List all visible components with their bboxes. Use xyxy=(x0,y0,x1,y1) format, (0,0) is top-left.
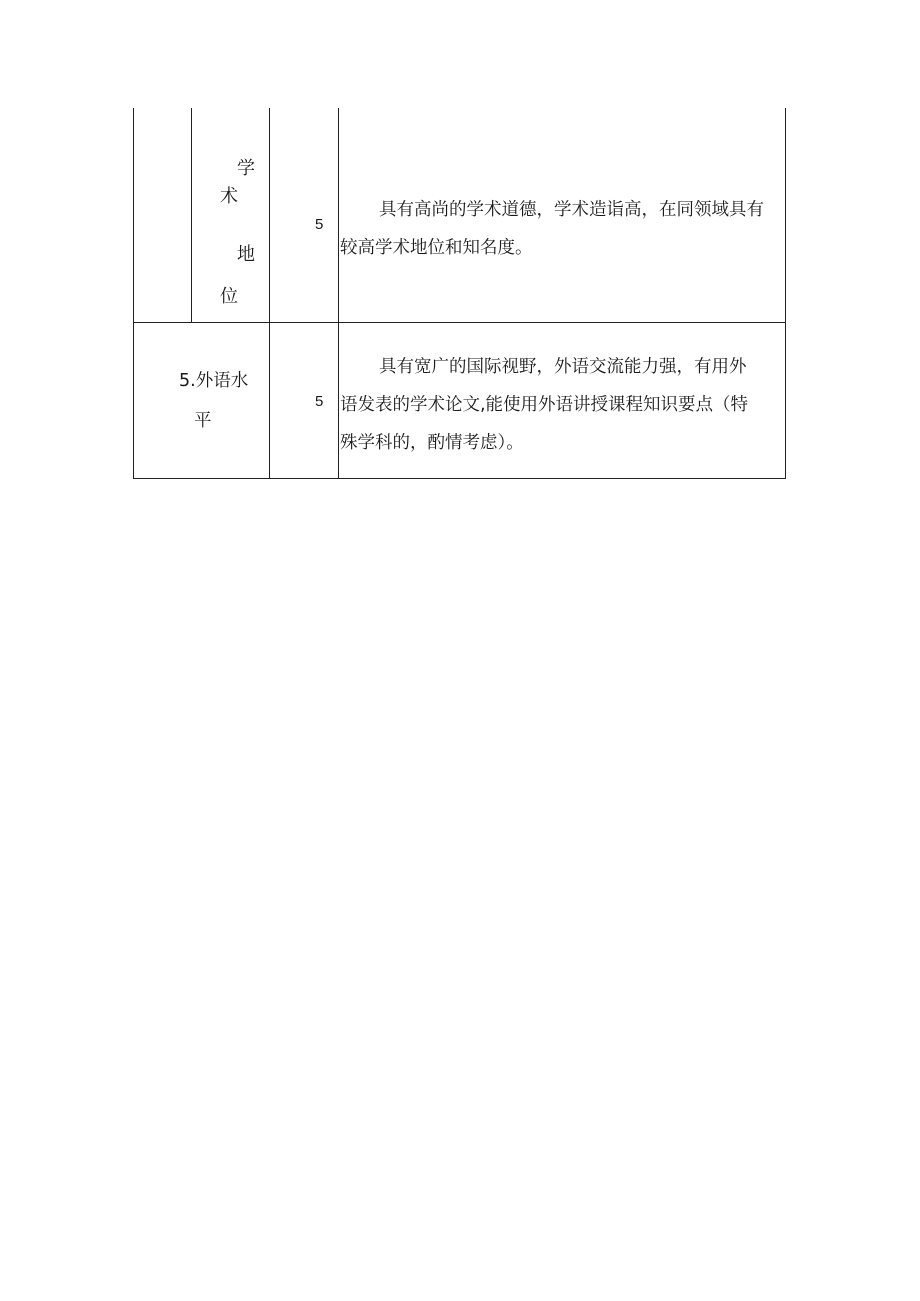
table-vline-left xyxy=(133,108,134,479)
score-value: 5 xyxy=(315,216,324,233)
sub-label-char: 地 xyxy=(237,244,255,265)
row-label-line: 平 xyxy=(194,411,212,431)
table-vline-score-end xyxy=(338,108,339,479)
description-line: 具有宽广的国际视野，外语交流能力强，有用外 xyxy=(379,357,747,377)
description-line: 语发表的学术论文,能使用外语讲授课程知识要点（特 xyxy=(340,395,749,415)
row-label-line: 5.外语水 xyxy=(179,371,249,391)
sub-label-char: 学 xyxy=(237,158,255,179)
table-vline-label-end xyxy=(269,108,270,479)
table-vline-sub xyxy=(191,108,192,322)
table-hline-row-divider xyxy=(133,322,786,323)
sub-label-char: 术 xyxy=(220,186,238,207)
sub-label-char: 位 xyxy=(220,286,238,307)
description-line: 较高学术地位和知名度。 xyxy=(340,238,533,258)
score-value: 5 xyxy=(315,393,324,410)
table-hline-bottom xyxy=(133,478,786,479)
description-line: 具有高尚的学术道德，学术造诣高，在同领域具有 xyxy=(379,200,764,220)
table-vline-right xyxy=(785,108,786,479)
description-line: 殊学科的，酌情考虑）。 xyxy=(340,433,524,453)
